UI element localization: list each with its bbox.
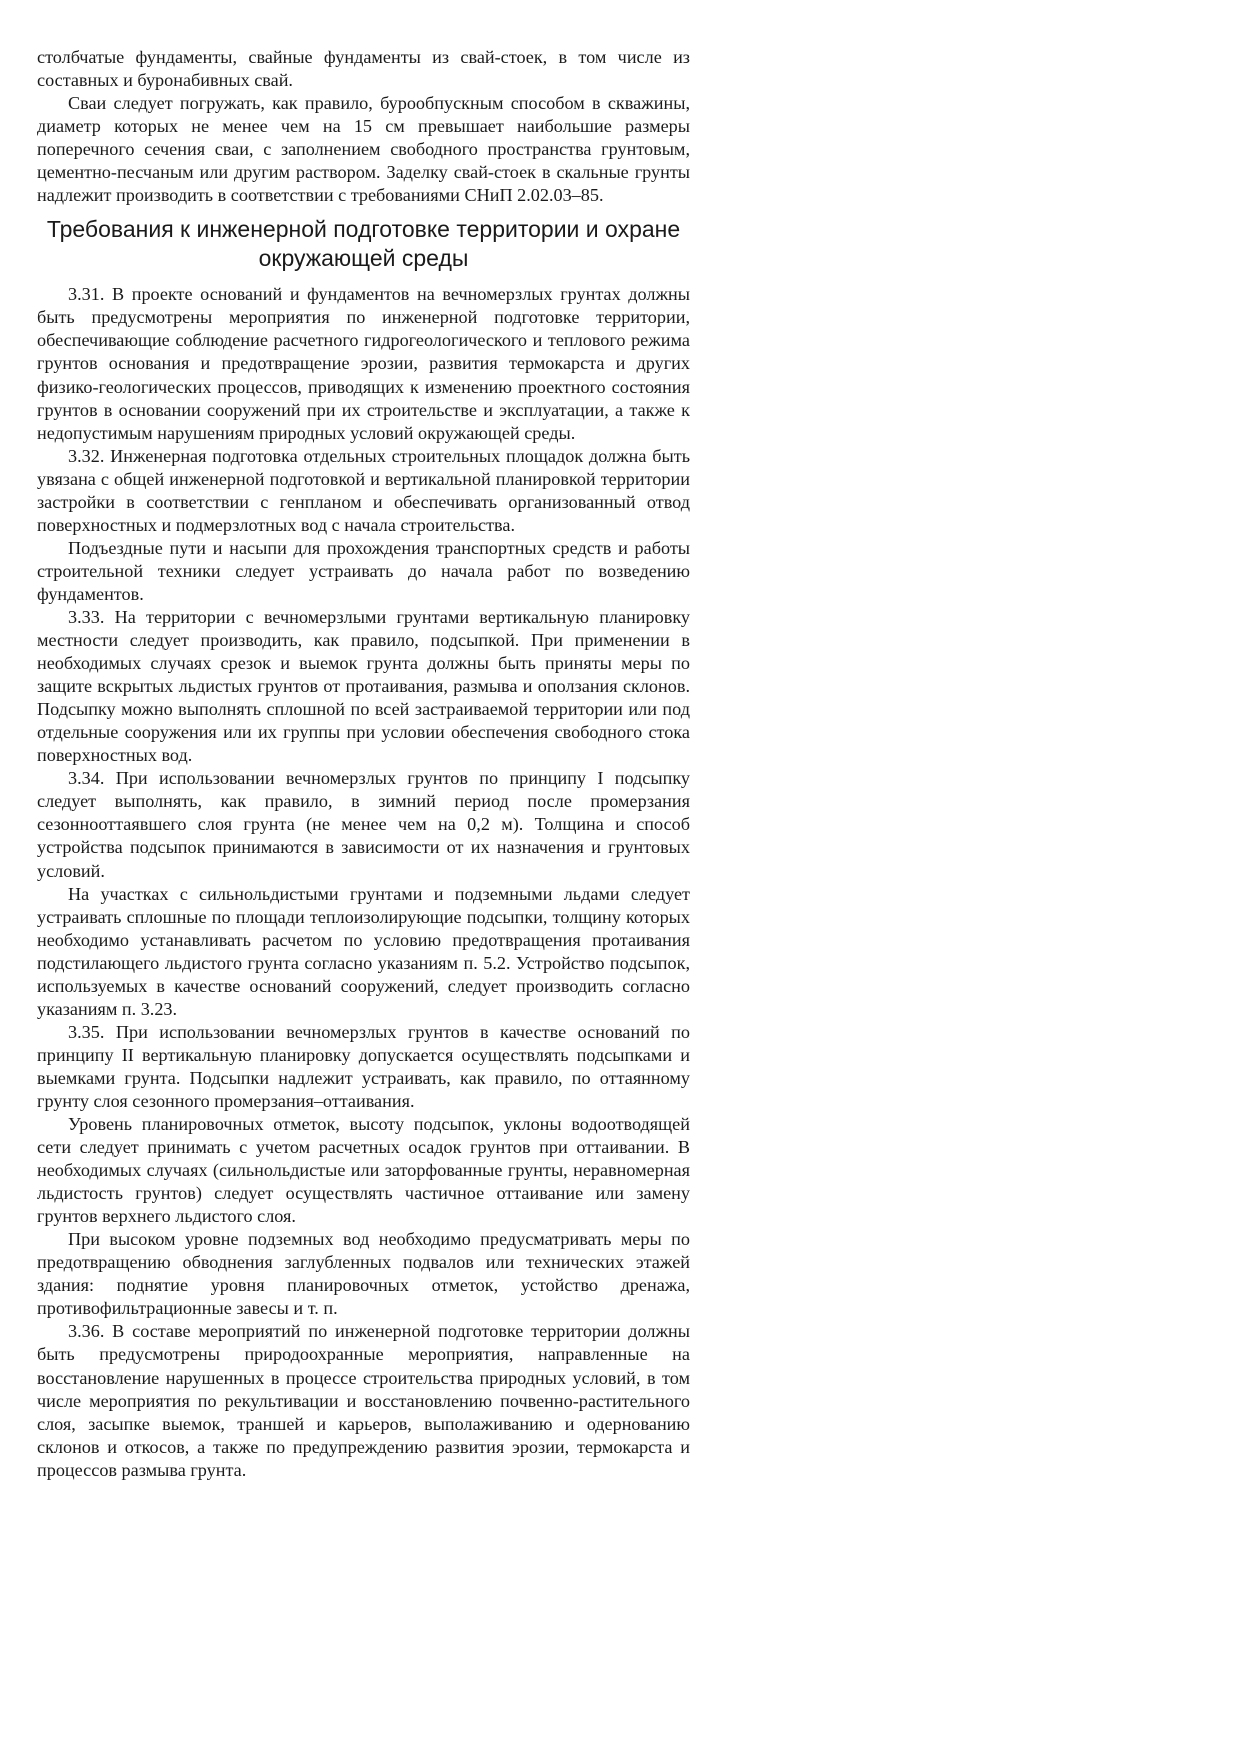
paragraph-3-32: 3.32. Инженерная подготовка отдельных строительных площадок должна быть увязана с общей инженерной подготовкой и вертикальной планировкой территории застройки в соответствии с генпланом и обеспечивать организованный отвод поверхностных и подмерзлотных вод с начала строительства. bbox=[37, 445, 690, 535]
paragraph-3-36: 3.36. В составе мероприятий по инженерной подготовке территории должны быть предусмотрены природоохранные мероприятия, направленные на восстановление нарушенных в процессе строительства природных условий, в том числе мероприятия по рекультивации и восстановлению почвенно-растительного слоя, засыпке выемок, траншей и карьеров, выполаживанию и одернованию склонов и откосов, а также по предупреждению развития эрозии, термокарста и процессов размыва грунта. bbox=[37, 1321, 690, 1480]
paragraph-ice-rich-soils: На участках с сильнольдистыми грунтами и подземными льдами следует устраивать сплошные по площади теплоизолирующие подсыпки, толщину которых необходимо устанавливать расчетом по условию предотвращения протаивания подстилающего льдистого грунта согласно указаниям п. 5.2. Устройство подсыпок, используемых в качестве оснований сооружений, следует производить согласно указаниям п. 3.23. bbox=[37, 883, 690, 1019]
paragraph-planning-levels: Уровень планировочных отметок, высоту подсыпок, уклоны водоотводящей сети следует принимать с учетом расчетных осадок грунтов при оттаивании. В необходимых случаях (сильнольдистые или заторфованные грунты, неравномерная льдистость грунтов) следует осуществлять частичное оттаивание или замену грунтов верхнего льдистого слоя. bbox=[37, 1114, 690, 1227]
paragraph-groundwater: При высоком уровне подземных вод необходимо предусматривать меры по предотвращению обводнения заглубленных подвалов или технических этажей здания: поднятие уровня планировочных отметок, устойство дренажа, противофильтрационные завесы и т. п. bbox=[37, 1229, 690, 1319]
intro-paragraph-continued: столбчатые фундаменты, свайные фундаменты из свай-стоек, в том числе из составных и буронабивных свай. bbox=[37, 47, 690, 91]
document-page bbox=[37, 46, 690, 1482]
paragraph-3-35: 3.35. При использовании вечномерзлых грунтов в качестве оснований по принципу II вертикальную планировку допускается осуществлять подсыпками и выемками грунта. Подсыпки надлежит устраивать, как правило, по оттаянному грунту слоя сезонного промерзания–оттаивания. bbox=[37, 1021, 690, 1111]
paragraph-3-31: 3.31. В проекте оснований и фундаментов на вечномерзлых грунтах должны быть предусмотрены мероприятия по инженерной подготовке территории, обеспечивающие соблюдение расчетного гидрогеологического и теплового режима грунтов основания и предотвращение эрозии, развития термокарста и других физико-геологических процессов, приводящих к изменению проектного состояния грунтов в основании сооружений при их строительстве и эксплуатации, а также к недопустимым нарушениям природных условий окружающей среды. bbox=[37, 284, 690, 443]
paragraph-3-34: 3.34. При использовании вечномерзлых грунтов по принципу I подсыпку следует выполнять, как правило, в зимний период после промерзания сезоннооттаявшего слоя грунта (не менее чем на 0,2 м). Толщина и способ устройства подсыпок принимаются в зависимости от их назначения и грунтовых условий. bbox=[37, 768, 690, 881]
section-title: Требования к инженерной подготовке территории и охране окружающей среды bbox=[46, 216, 681, 272]
paragraph-3-33: 3.33. На территории с вечномерзлыми грунтами вертикальную планировку местности следует производить, как правило, подсыпкой. При применении в необходимых случаях срезок и выемок грунта должны быть приняты меры по защите вскрытых льдистых грунтов от протаивания, размыва и оползания склонов. Подсыпку можно выполнять сплошной по всей застраиваемой территории или под отдельные сооружения или их группы при условии обеспечения свободного стока поверхностных вод. bbox=[37, 606, 690, 766]
intro-paragraph-piles: Сваи следует погружать, как правило, бурообпускным способом в скважины, диаметр которых не менее чем на 15 см превышает наибольшие размеры поперечного сечения сваи, с заполнением свободного пространства грунтовым, цементно-песчаным или другим раствором. Заделку свай-стоек в скальные грунты надлежит производить в соответствии с требованиями СНиП 2.02.03–85. bbox=[37, 93, 690, 206]
paragraph-access-roads: Подъездные пути и насыпи для прохождения транспортных средств и работы строительной техники следует устраивать до начала работ по возведению фундаментов. bbox=[37, 537, 690, 604]
